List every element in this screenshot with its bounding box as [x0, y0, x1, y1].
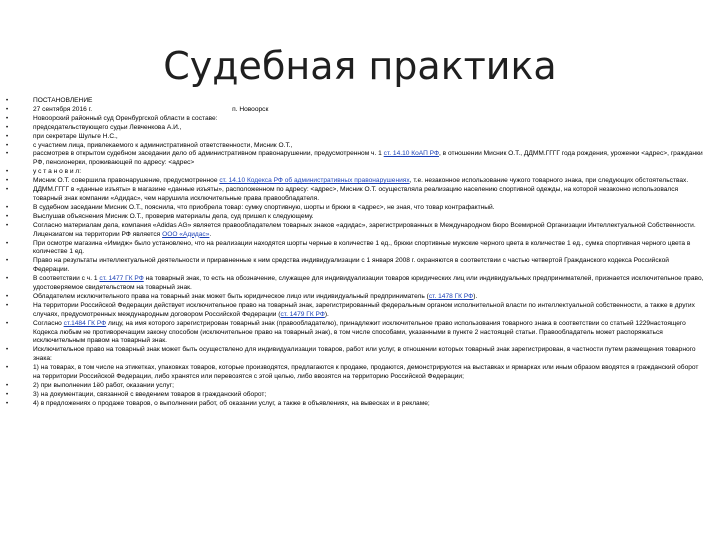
list-item: [6, 213, 706, 222]
item-text: лицу, на имя которого зарегистрирован товарный знак (правообладателю), принадлежит исключительное право использования товарного знака в соответствии со статьей 1229настоящего Кодекса любым не противоречащим закону способом (исключительное право на товарный знак), в том числе способами, указанными в пункте 2 настоящей статьи. Правообладатель может распоряжаться исключительным правом на товарный знак.: [33, 319, 686, 345]
list-item: [6, 302, 706, 320]
bullet-icon: •: [6, 124, 9, 131]
bullet-icon: •: [6, 276, 9, 283]
bullet-icon: •: [6, 365, 9, 372]
bullet-icon: •: [6, 133, 9, 140]
item-text: 1) на товарах, в том числе на этикетках, упаковках товаров, которые производятся, предлагаются к продаже, продаются, демонстрируются на выставках и ярмарках или иным образом вводятся в гражданский оборот на территории Российской Федерации, либо хранятся или перевозятся с этой целью, либо ввозятся на территорию Российской Федерации;: [33, 364, 699, 381]
bullet-icon: •: [6, 383, 9, 389]
list-item: [6, 177, 706, 186]
item-text: Право на результаты интеллектуальной деятельности и приравненные к ним средства индивидуализации с 1 января 2008 г. охраняются в соответствии с частью четвертой Гражданского кодекса Российской Федерации.: [33, 257, 669, 274]
list-item: [6, 133, 706, 142]
bullet-icon: •: [6, 178, 9, 185]
item-text: В судебном заседании Мисник О.Т., пояснила, что приобрела товар: сумку спортивную, шорты и брюки в <адрес>, не зная, что товар контрафактный.: [33, 203, 495, 211]
item-text: Согласно материалам дела, компания «Adidas AG» является правообладателем товарных знаков «адидас», зарегистрированных в Международном бюро Всемирной Организации Интеллектуальной Собственности. Лицензиатом на территории РФ является: [33, 221, 696, 238]
law-link[interactable]: ст.1484 ГК РФ: [63, 319, 107, 327]
item-text: Выслушав объяснения Мисник О.Т., проверив материалы дела, суд пришел к следующему.: [33, 212, 314, 220]
bullet-icon: •: [6, 347, 9, 354]
item-text: ПОСТАНОВЛЕНИЕ: [33, 97, 93, 104]
item-text: .: [209, 230, 212, 238]
item-text: ).: [324, 310, 329, 318]
list-item: [6, 257, 706, 275]
bullet-icon: •: [6, 98, 9, 104]
slide-title: Судебная практика: [163, 44, 557, 88]
item-text: с участием лица, привлекаемого к административной ответственности, Мисник О.Т.,: [33, 141, 293, 149]
list-item: [6, 320, 706, 347]
item-text: председательствующего судьи Левченкова А.И.,: [33, 123, 182, 131]
bullet-icon: •: [6, 213, 9, 220]
list-item: [6, 346, 706, 364]
item-text: 4) в предложениях о продаже товаров, о выполнении работ, об оказании услуг, а также в объявлениях, на вывесках и в рекламе;: [33, 399, 430, 407]
law-link[interactable]: ст. 14.10 КоАП РФ: [383, 150, 439, 158]
item-text: На территории Российской Федерации действует исключительное право на товарный знак, зарегистрированный федеральным органом исполнительной власти по интеллектуальной собственности, а также в других случаях, предусмотренных международным договором Российской Федерации (: [33, 301, 695, 318]
decision-date: 27 сентября 2016 г.: [33, 105, 93, 113]
item-text: Мисник О.Т. совершила правонарушение, предусмотренное: [33, 177, 220, 185]
list-item: [6, 150, 706, 168]
item-text: Согласно: [33, 319, 64, 327]
bullet-icon: •: [6, 106, 9, 113]
list-item: [6, 364, 706, 382]
list-item: [6, 204, 706, 213]
item-text: ).: [473, 292, 478, 300]
law-link[interactable]: ст. 1478 ГК РФ: [428, 292, 474, 300]
law-link[interactable]: ст. 1479 ГК РФ: [280, 310, 325, 318]
list-item: [6, 222, 706, 240]
list-item: [6, 124, 706, 133]
list-item: [6, 391, 706, 400]
list-item: [6, 240, 706, 258]
law-link[interactable]: ст. 14.10 Кодекса РФ об административных правонарушениях: [219, 177, 410, 185]
bullet-icon: •: [6, 142, 9, 149]
item-text: при секретаре Шульге Н.С.,: [33, 132, 118, 140]
company-link[interactable]: ООО «Адидас»: [162, 230, 210, 238]
list-item: [6, 106, 706, 115]
item-text: Новоорский районный суд Оренбургской области в составе:: [33, 114, 218, 122]
list-item: [6, 293, 706, 302]
bullet-icon: •: [6, 258, 9, 265]
list-item: [6, 382, 706, 391]
bullet-icon: •: [6, 187, 9, 194]
law-link[interactable]: ст. 1477 ГК РФ: [99, 275, 144, 283]
bullet-icon: •: [6, 115, 9, 122]
item-text: у с т а н о в и л:: [33, 168, 82, 176]
decision-place: п. Новоорск: [232, 105, 269, 113]
item-text: 3) на документации, связанной с введением товаров в гражданский оборот;: [33, 390, 267, 398]
list-item: [6, 275, 706, 293]
item-text: , т.е. незаконное использование чужого товарного знака, при следующих обстоятельствах.: [409, 177, 689, 185]
list-item: [6, 400, 706, 409]
item-text: , в отношении Мисник О.Т., ДДММ.ГГГГ года рождения, уроженки <адрес>, гражданки РФ, пенсионерки, проживающей по адресу: <адрес>: [33, 150, 703, 167]
bullet-icon: •: [6, 240, 9, 247]
item-text: ДДММ.ГГГГ в «данные изъяты» в магазине «данные изъяты», расположенном по адресу: <адрес>, Мисник О.Т. осуществляла реализацию населению спортивной одежды, на которой незаконно использовался товарный знак компании «Адидас», чем нарушила исключительные права правообладателя.: [33, 186, 679, 202]
item-text: При осмотре магазина «Имидж» было установлено, что на реализации находятся шорты черные в количестве 1 ед., брюки спортивные мужские черного цвета в количестве 1 ед., сумка спортивная черного цвета в количестве 1 ед.: [33, 239, 691, 256]
bullet-icon: •: [6, 293, 9, 300]
bullet-icon: •: [6, 302, 9, 309]
bullet-icon: •: [6, 151, 9, 158]
list-item: [6, 115, 706, 124]
item-text: Исключительное право на товарный знак может быть осуществлено для индивидуализации товаров, работ или услуг, в отношении которых товарный знак зарегистрирован, в частности путем размещения товарного знака:: [33, 346, 696, 363]
bullet-icon: •: [6, 169, 9, 176]
bullet-icon: •: [6, 320, 9, 327]
item-text: Обладателем исключительного права на товарный знак может быть юридическое лицо или индивидуальный предприниматель (: [33, 292, 429, 300]
list-item: [6, 97, 706, 106]
bullet-icon: •: [6, 400, 9, 407]
list-item: [6, 168, 706, 177]
item-text: В соответствии с ч. 1: [33, 275, 100, 283]
bullet-icon: •: [6, 204, 9, 211]
item-text: рассмотрев в открытом судебном заседании дело об административном правонарушении, предусмотренном ч. 1: [33, 150, 384, 158]
item-text: 2) при выполнении 1ё0 работ, оказании услуг;: [33, 382, 174, 389]
list-item: [6, 186, 706, 204]
item-text: на товарный знак, то есть на обозначение, служащее для индивидуализации товаров юридических лиц или индивидуальных предпринимателей, признается исключительное право, удостоверяемое свидетельством на товарный знак.: [33, 275, 704, 292]
bullet-icon: •: [6, 391, 9, 398]
bullet-list: [6, 97, 706, 409]
bullet-icon: •: [6, 222, 9, 229]
